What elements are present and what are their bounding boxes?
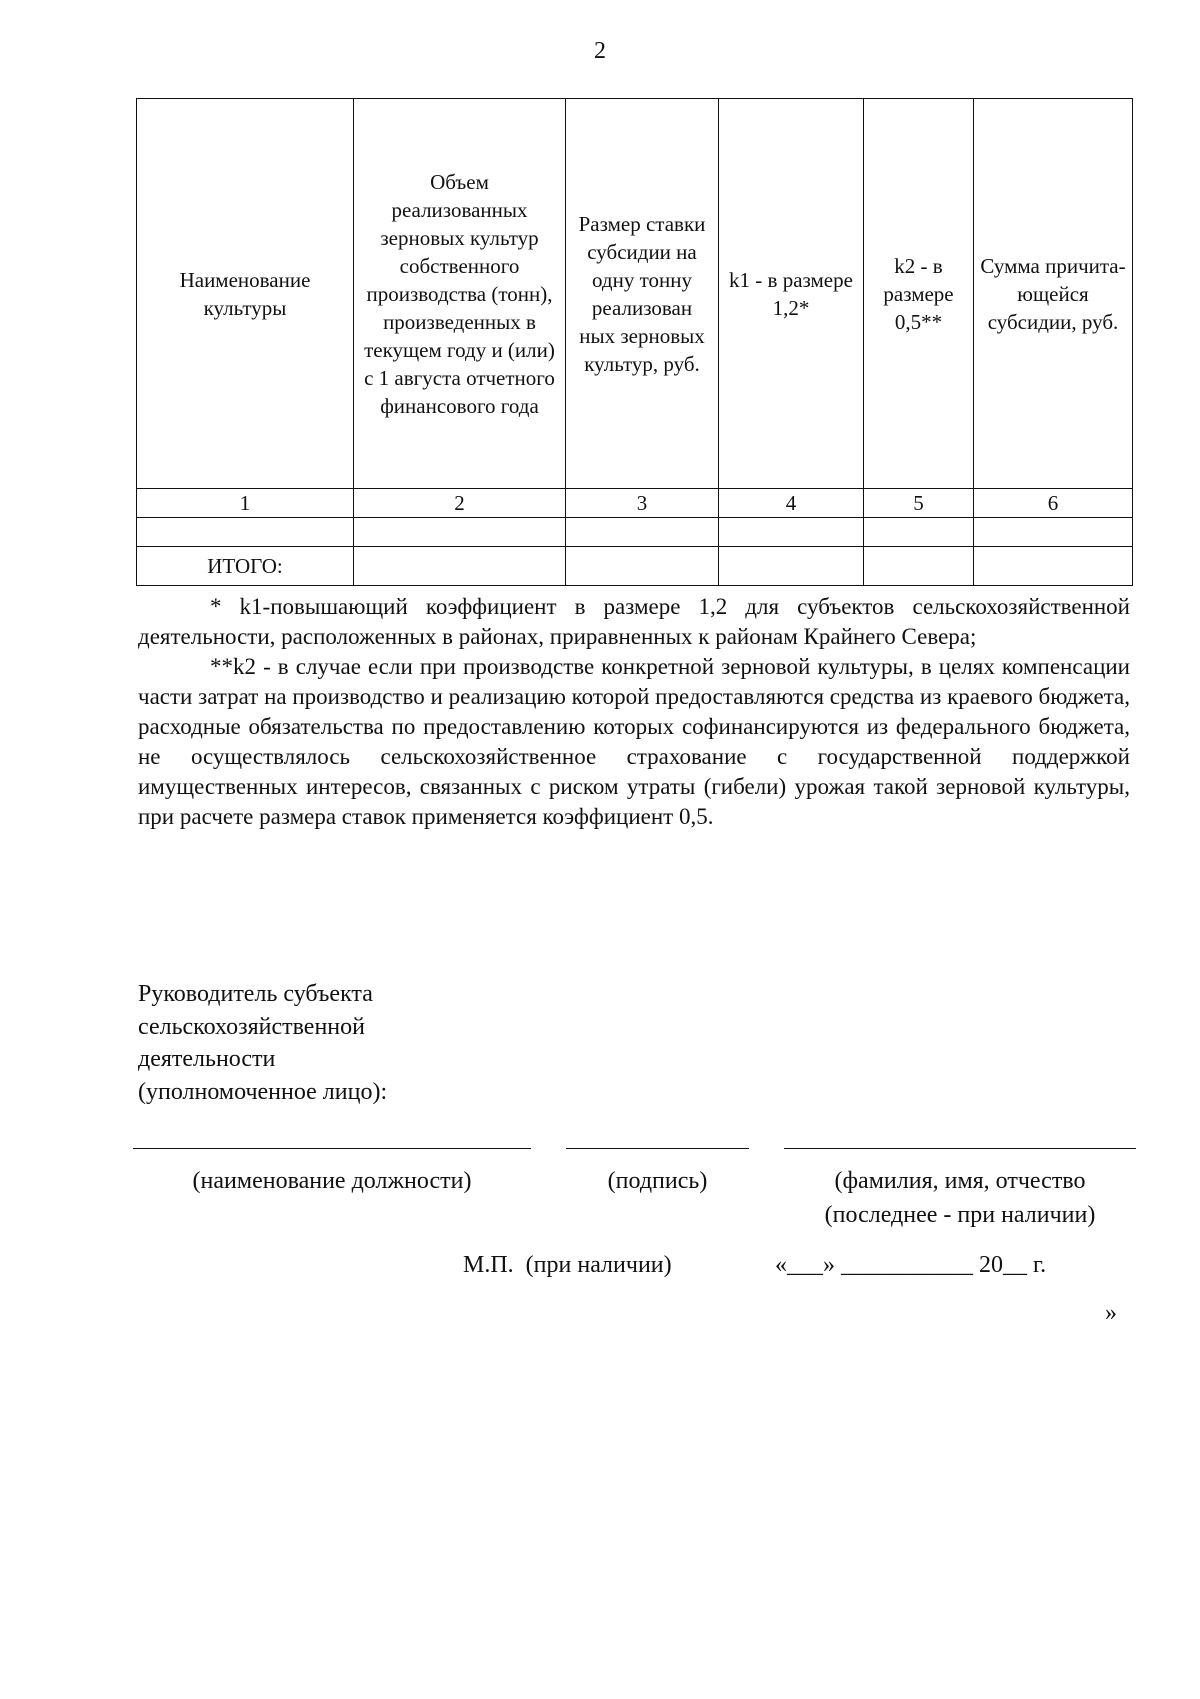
header-k1: k1 - в размере 1,2* — [719, 99, 864, 489]
column-number: 5 — [864, 489, 974, 518]
header-row — [137, 99, 1133, 489]
signature-caption: (подпись) — [607, 1168, 708, 1194]
column-number: 1 — [137, 489, 354, 518]
header-crop-name: Наименование культуры — [137, 99, 354, 489]
page-number: 2 — [594, 38, 606, 64]
table-cell — [719, 547, 864, 586]
table-cell — [974, 518, 1133, 547]
column-number-row — [137, 489, 1133, 518]
header-k2: k2 - в размере 0,5** — [864, 99, 974, 489]
table-cell — [137, 518, 354, 547]
table-cell — [354, 547, 566, 586]
empty-data-row — [137, 518, 1133, 547]
column-number: 4 — [719, 489, 864, 518]
signer-line: деятельности — [138, 1046, 276, 1072]
signer-block — [138, 978, 387, 1108]
signature-line — [566, 1148, 749, 1149]
total-label: ИТОГО: — [137, 547, 354, 586]
table-cell — [354, 518, 566, 547]
table-cell — [719, 518, 864, 547]
column-number: 3 — [566, 489, 719, 518]
header-subsidy-sum: Сумма причита- ющейся субсидии, руб. — [974, 99, 1133, 489]
signer-line: Руководитель субъекта — [138, 981, 373, 1007]
table-cell — [566, 547, 719, 586]
closing-quote: » — [1105, 1300, 1117, 1326]
position-signature-line — [133, 1148, 531, 1149]
stamp-label: М.П. (при наличии) — [463, 1252, 672, 1278]
header-rate: Размер ставки субсидии на одну тонну реализован ных зерновых культур, руб. — [566, 99, 719, 489]
total-row — [137, 547, 1133, 586]
header-volume: Объем реализованных зерновых культур собственного производства (тонн), произведенных в текущем году и (или) с 1 августа отчетного финансового года — [354, 99, 566, 489]
table-cell — [864, 518, 974, 547]
date-field: «___» ___________ 20__ г. — [775, 1252, 1047, 1278]
column-number: 6 — [974, 489, 1133, 518]
footnotes — [138, 592, 1130, 832]
signer-line: сельскохозяйственной — [138, 1013, 365, 1040]
footnote-k2: **k2 - в случае если при производстве конкретной зерновой культуры, в целях компенсации части затрат на производство и реализацию которой предоставляются средства из краевого бюджета, расходные обязательства по предоставлению которых софинансируются из федерального бюджета, не осуществлялось сельскохозяйственное страхование с государственной поддержкой имущественных интересов, связанных с риском утраты (гибели) урожая такой зерновой культуры, при расчете размера ставок применяется коэффициент 0,5. — [138, 654, 1130, 829]
footnote-k1: * k1-повышающий коэффициент в размере 1,2 для субъектов сельскохозяйственной деятельности, расположенных в районах, приравненных к районам Крайнего Севера; — [138, 594, 1130, 649]
name-caption-line: (фамилия, имя, отчество — [834, 1168, 1086, 1194]
table-cell — [864, 547, 974, 586]
table-cell — [974, 547, 1133, 586]
column-number: 2 — [354, 489, 566, 518]
subsidy-table — [136, 98, 1133, 586]
name-signature-line — [784, 1148, 1136, 1149]
position-caption: (наименование должности) — [192, 1168, 472, 1194]
table-cell — [566, 518, 719, 547]
name-caption-line: (последнее - при наличии) — [824, 1202, 1096, 1228]
name-caption — [784, 1164, 1136, 1232]
signer-line: (уполномоченное лицо): — [138, 1078, 388, 1105]
